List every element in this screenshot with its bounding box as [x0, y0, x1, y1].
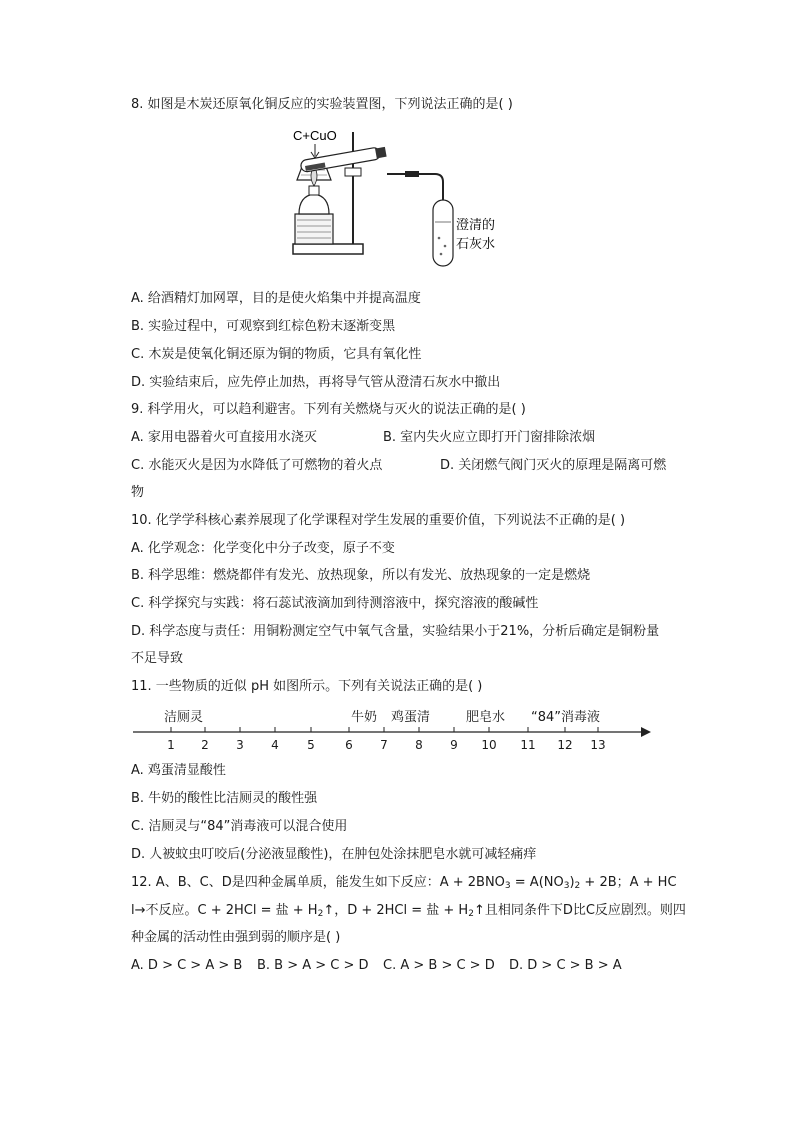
ph-scale [131, 706, 671, 756]
q10-option-b: B. 科学思维：燃烧都伴有发光、放热现象，所以有发光、放热现象的一定是燃烧 [131, 568, 591, 583]
ph-tick-6: 6 [345, 738, 353, 752]
q9-option-d-cont: 物 [131, 485, 145, 500]
q12-stem-line-3: 种金属的活动性由强到弱的顺序是( ) [131, 930, 341, 945]
ph-tick-13: 13 [590, 738, 606, 752]
ph-tick-1: 1 [167, 738, 175, 752]
ph-tick-4: 4 [271, 738, 279, 752]
vessel-label-1: 澄清的 [456, 217, 496, 232]
ph-tick-8: 8 [415, 738, 423, 752]
ph-label-soapy-water: 肥皂水 [466, 710, 506, 725]
q8-stem: 8. 如图是木炭还原氧化铜反应的实验装置图，下列说法正确的是( ) [131, 97, 513, 112]
q9-option-d: D. 关闭燃气阀门灭火的原理是隔离可燃 [440, 458, 667, 473]
q10-option-c: C. 科学探究与实践：将石蕊试液滴加到待测溶液中，探究溶液的酸碱性 [131, 596, 539, 611]
q11-option-d: D. 人被蚊虫叮咬后(分泌液显酸性)，在肿包处涂抹肥皂水就可减轻痛痒 [131, 847, 537, 862]
q12-stem-line-1: 12. A、B、C、D是四种金属单质，能发生如下反应：$A + 2BNO_3 = A(NO_3)_2 + 2B$；A + HC [131, 875, 677, 891]
q8-option-d: D. 实验结束后，应先停止加热，再将导气管从澄清石灰水中撤出 [131, 375, 501, 390]
ph-label-egg-white: 鸡蛋清 [391, 710, 431, 725]
apparatus-figure [285, 122, 515, 272]
ph-tick-5: 5 [307, 738, 315, 752]
q8-option-c: C. 木炭是使氧化铜还原为铜的物质，它具有氧化性 [131, 347, 422, 362]
q9-stem: 9. 科学用火，可以趋利避害。下列有关燃烧与灭火的说法正确的是( ) [131, 402, 526, 417]
q10-option-d: D. 科学态度与责任：用铜粉测定空气中氧气含量，实验结果小于21%，分析后确定是铜粉量 [131, 624, 660, 639]
ph-tick-9: 9 [450, 738, 458, 752]
q10-option-d-cont: 不足导致 [131, 651, 184, 666]
ph-tick-12: 12 [557, 738, 573, 752]
q9-option-b: B. 室内失火应立即打开门窗排除浓烟 [383, 430, 596, 445]
ph-tick-3: 3 [236, 738, 244, 752]
q9-option-c: C. 水能灭火是因为水降低了可燃物的着火点 [131, 458, 383, 473]
q11-stem: 11. 一些物质的近似 pH 如图所示。下列有关说法正确的是( ) [131, 679, 483, 694]
q11-option-a: A. 鸡蛋清显酸性 [131, 763, 226, 778]
q11-option-c: C. 洁厕灵与“84”消毒液可以混合使用 [131, 819, 348, 834]
ph-label-84-disinfectant: “84”消毒液 [531, 710, 601, 725]
ph-tick-10: 10 [481, 738, 497, 752]
q10-option-a: A. 化学观念：化学变化中分子改变，原子不变 [131, 541, 395, 556]
ph-tick-11: 11 [520, 738, 536, 752]
q12-option-c: C. A > B > C > D [383, 958, 495, 973]
q11-option-b: B. 牛奶的酸性比洁厕灵的酸性强 [131, 791, 318, 806]
ph-label-milk: 牛奶 [351, 710, 378, 725]
ph-axis [131, 724, 656, 738]
reactant-label: C+CuO [293, 128, 337, 143]
q8-option-b: B. 实验过程中，可观察到红棕色粉末逐渐变黑 [131, 319, 396, 334]
ph-label-toilet-cleaner: 洁厕灵 [164, 710, 204, 725]
q12-stem-line-2: l→不反应。C + 2HCl = 盐 + $H_2↑$，D + 2HCl = 盐 + $H_2↑$且相同条件下D比C反应剧烈。则四 [131, 903, 686, 919]
q8-option-a: A. 给酒精灯加网罩，目的是使火焰集中并提高温度 [131, 291, 421, 306]
q12-option-d: D. D > C > B > A [509, 958, 622, 973]
q12-option-a: A. D > C > A > B [131, 958, 243, 973]
ph-tick-2: 2 [201, 738, 209, 752]
vessel-label-2: 石灰水 [456, 236, 496, 251]
ph-tick-7: 7 [380, 738, 388, 752]
q9-option-a: A. 家用电器着火可直接用水浇灭 [131, 430, 317, 445]
q10-stem: 10. 化学学科核心素养展现了化学课程对学生发展的重要价值，下列说法不正确的是( ) [131, 513, 626, 528]
q12-option-b: B. B > A > C > D [257, 958, 369, 973]
